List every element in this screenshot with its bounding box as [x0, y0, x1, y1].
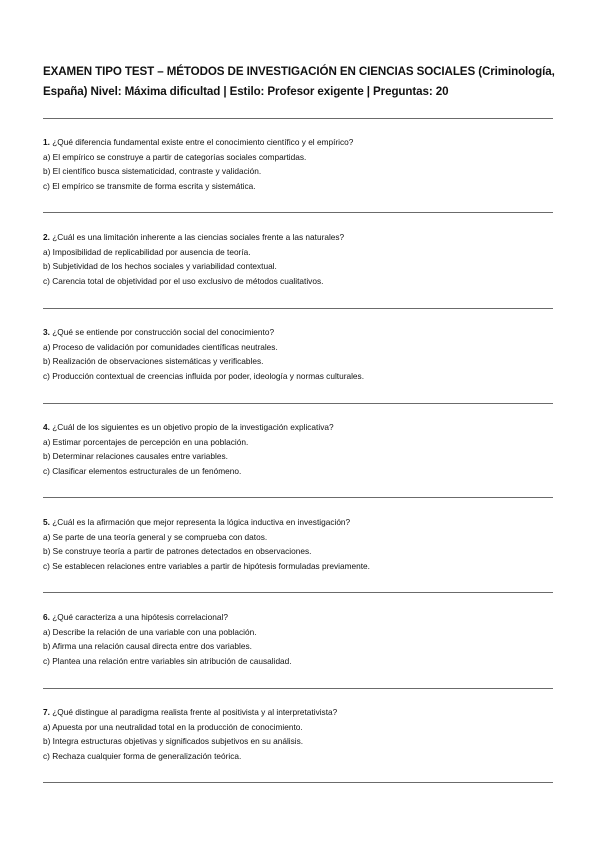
question-text: ¿Qué diferencia fundamental existe entre el conocimiento científico y el empírico? — [52, 137, 354, 147]
question-4-title — [43, 420, 563, 435]
divider — [43, 497, 553, 498]
option-b: b) El científico busca sistematicidad, contraste y validación. — [43, 166, 262, 176]
option-b: b) Afirma una relación causal directa entre dos variables. — [43, 641, 252, 651]
question-7-title — [43, 705, 563, 720]
divider — [43, 118, 553, 119]
divider — [43, 403, 553, 404]
option-c: c) Rechaza cualquier forma de generalización teórica. — [43, 750, 242, 761]
question-5 — [43, 515, 563, 573]
option-c: c) Clasificar elementos estructurales de un fenómeno. — [43, 465, 242, 476]
question-number: 6. — [43, 612, 50, 622]
question-text: ¿Cuál de los siguientes es un objetivo propio de la investigación explicativa? — [52, 422, 334, 432]
exam-title-line-1: EXAMEN TIPO TEST – MÉTODOS DE INVESTIGACIÓN EN CIENCIAS SOCIALES (Criminología, — [43, 65, 555, 78]
option-a: a) Estimar porcentajes de percepción en una población. — [43, 436, 249, 447]
question-3-title — [43, 325, 563, 340]
option-c: c) Se establecen relaciones entre variables a partir de hipótesis formuladas previamente. — [43, 560, 370, 571]
divider — [43, 782, 553, 783]
question-1-title — [43, 135, 563, 150]
option-a: a) Imposibilidad de replicabilidad por ausencia de teoría. — [43, 246, 251, 257]
option-a: a) Proceso de validación por comunidades científicas neutrales. — [43, 341, 278, 352]
question-text: ¿Qué caracteriza a una hipótesis correlacional? — [52, 612, 228, 622]
question-number: 1. — [43, 137, 50, 147]
question-1 — [43, 135, 563, 193]
exam-title-line-2: España) Nivel: Máxima dificultad | Estilo: Profesor exigente | Preguntas: 20 — [43, 85, 449, 98]
question-7 — [43, 705, 563, 763]
option-c: c) Plantea una relación entre variables sin atribución de causalidad. — [43, 655, 292, 666]
question-text: ¿Cuál es la afirmación que mejor representa la lógica inductiva en investigación? — [52, 517, 351, 527]
option-b: b) Determinar relaciones causales entre variables. — [43, 451, 228, 461]
option-c: c) Producción contextual de creencias influida por poder, ideología y normas culturales. — [43, 370, 364, 381]
question-6-title — [43, 610, 563, 625]
divider — [43, 212, 553, 213]
question-2-title — [43, 230, 563, 245]
divider — [43, 592, 553, 593]
option-c: c) El empírico se transmite de forma escrita y sistemática. — [43, 180, 256, 191]
question-text: ¿Qué distingue al paradigma realista frente al positivista y al interpretativista? — [52, 707, 338, 717]
option-b: b) Subjetividad de los hechos sociales y variabilidad contextual. — [43, 261, 277, 271]
question-text: ¿Qué se entiende por construcción social del conocimiento? — [52, 327, 275, 337]
question-5-title — [43, 515, 563, 530]
question-4 — [43, 420, 563, 478]
question-6 — [43, 610, 563, 668]
divider — [43, 688, 553, 689]
question-number: 5. — [43, 517, 50, 527]
option-b: b) Se construye teoría a partir de patrones detectados en observaciones. — [43, 546, 312, 556]
question-number: 2. — [43, 232, 50, 242]
option-c: c) Carencia total de objetividad por el uso exclusivo de métodos cualitativos. — [43, 275, 324, 286]
divider — [43, 308, 553, 309]
exam-header — [43, 62, 563, 102]
option-b: b) Integra estructuras objetivas y significados subjetivos en su análisis. — [43, 736, 304, 746]
question-number: 4. — [43, 422, 50, 432]
question-3 — [43, 325, 563, 383]
option-b: b) Realización de observaciones sistemáticas y verificables. — [43, 356, 264, 366]
option-a: a) Se parte de una teoría general y se comprueba con datos. — [43, 531, 268, 542]
question-text: ¿Cuál es una limitación inherente a las ciencias sociales frente a las naturales? — [52, 232, 345, 242]
question-number: 3. — [43, 327, 50, 337]
option-a: a) Describe la relación de una variable con una población. — [43, 626, 257, 637]
option-a: a) El empírico se construye a partir de categorías sociales compartidas. — [43, 151, 307, 162]
question-2 — [43, 230, 563, 288]
option-a: a) Apuesta por una neutralidad total en la producción de conocimiento. — [43, 721, 303, 732]
question-number: 7. — [43, 707, 50, 717]
